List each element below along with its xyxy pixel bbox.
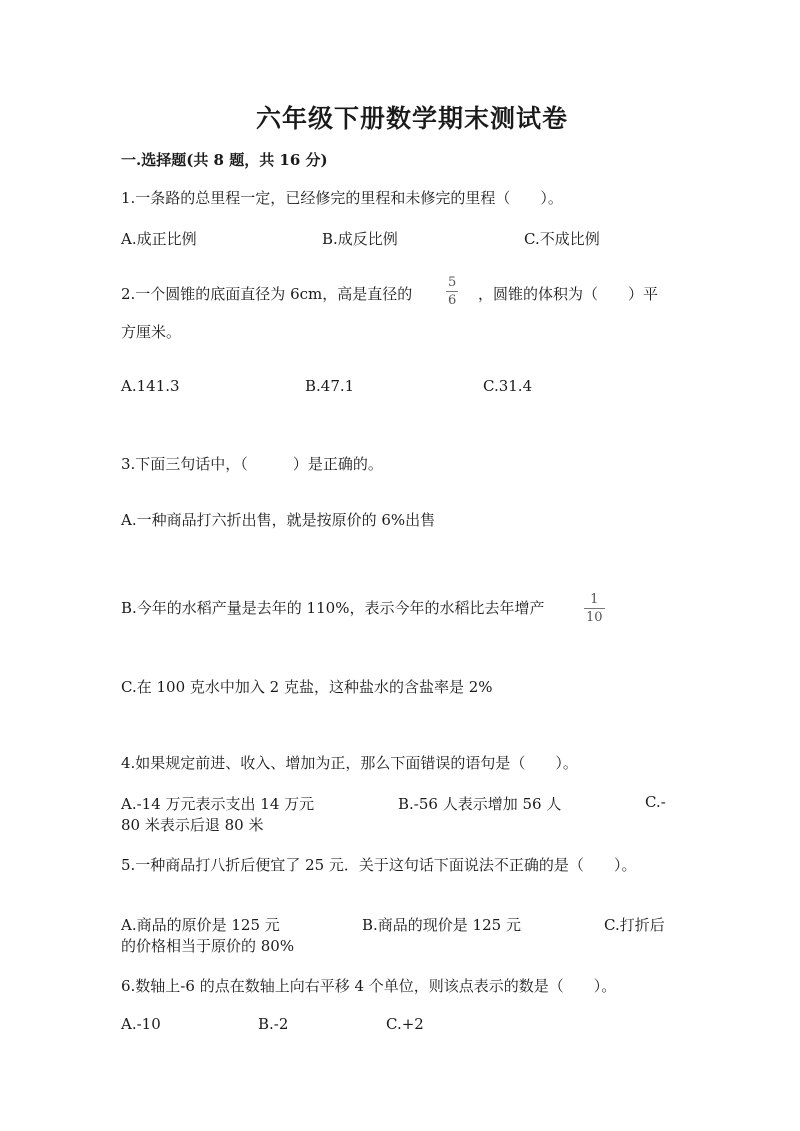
question-2-option-b: B.47.1 (305, 377, 355, 395)
question-2-stem-part2: ，圆锥的体积为（ ）平 (478, 285, 659, 303)
question-1-option-b: B.成反比例 (322, 230, 398, 248)
question-6-stem: 6.数轴上-6 的点在数轴上向右平移 4 个单位，则该点表示的数是（ ）。 (121, 977, 617, 995)
fraction-numerator: 1 (590, 592, 599, 607)
question-1-option-c: C.不成比例 (524, 230, 600, 248)
question-4-option-c-end: 80 米表示后退 80 米 (121, 816, 264, 834)
page-title: 六年级下册数学期末测试卷 (256, 104, 569, 133)
question-1-stem: 1.一条路的总里程一定，已经修完的里程和未修完的里程（ ）。 (121, 189, 563, 207)
question-6-option-b: B.-2 (258, 1015, 289, 1033)
question-3-stem: 3.下面三句话中，（ ）是正确的。 (121, 455, 383, 473)
question-4-option-c-start: C.- (645, 793, 666, 811)
question-6-option-c: C.+2 (386, 1015, 424, 1033)
question-2-stem-line2: 方厘米。 (121, 323, 182, 341)
fraction-denominator: 6 (448, 293, 457, 308)
question-3-option-c: C.在 100 克水中加入 2 克盐，这种盐水的含盐率是 2% (121, 678, 493, 696)
question-5-option-a: A.商品的原价是 125 元 (121, 916, 280, 934)
fraction-denominator: 10 (586, 610, 603, 625)
question-4-stem: 4.如果规定前进、收入、增加为正，那么下面错误的语句是（ ）。 (121, 754, 578, 772)
question-4-option-b: B.-56 人表示增加 56 人 (398, 795, 562, 813)
question-3-fraction (584, 593, 605, 624)
question-5-option-c-start: C.打折后 (604, 916, 665, 934)
question-2-option-a: A.141.3 (121, 377, 180, 395)
question-2-stem-part1: 2.一个圆锥的底面直径为 6cm，高是直径的 (121, 285, 413, 303)
question-5-option-c-end: 的价格相当于原价的 80% (121, 937, 295, 955)
question-4-option-a: A.-14 万元表示支出 14 万元 (121, 795, 315, 813)
question-3-option-a: A.一种商品打六折出售，就是按原价的 6%出售 (121, 511, 436, 529)
question-2-option-c: C.31.4 (483, 377, 533, 395)
question-5-stem: 5.一种商品打八折后便宜了 25 元．关于这句话下面说法不正确的是（ ）。 (121, 856, 637, 874)
question-2-fraction (446, 276, 458, 307)
section-heading: 一.选择题(共 8 题，共 16 分) (121, 151, 328, 169)
question-1-option-a: A.成正比例 (121, 230, 197, 248)
question-3-option-b: B.今年的水稻产量是去年的 110%，表示今年的水稻比去年增产 (121, 599, 545, 617)
fraction-numerator: 5 (448, 275, 457, 290)
question-5-option-b: B.商品的现价是 125 元 (362, 916, 521, 934)
question-6-option-a: A.-10 (121, 1015, 161, 1033)
